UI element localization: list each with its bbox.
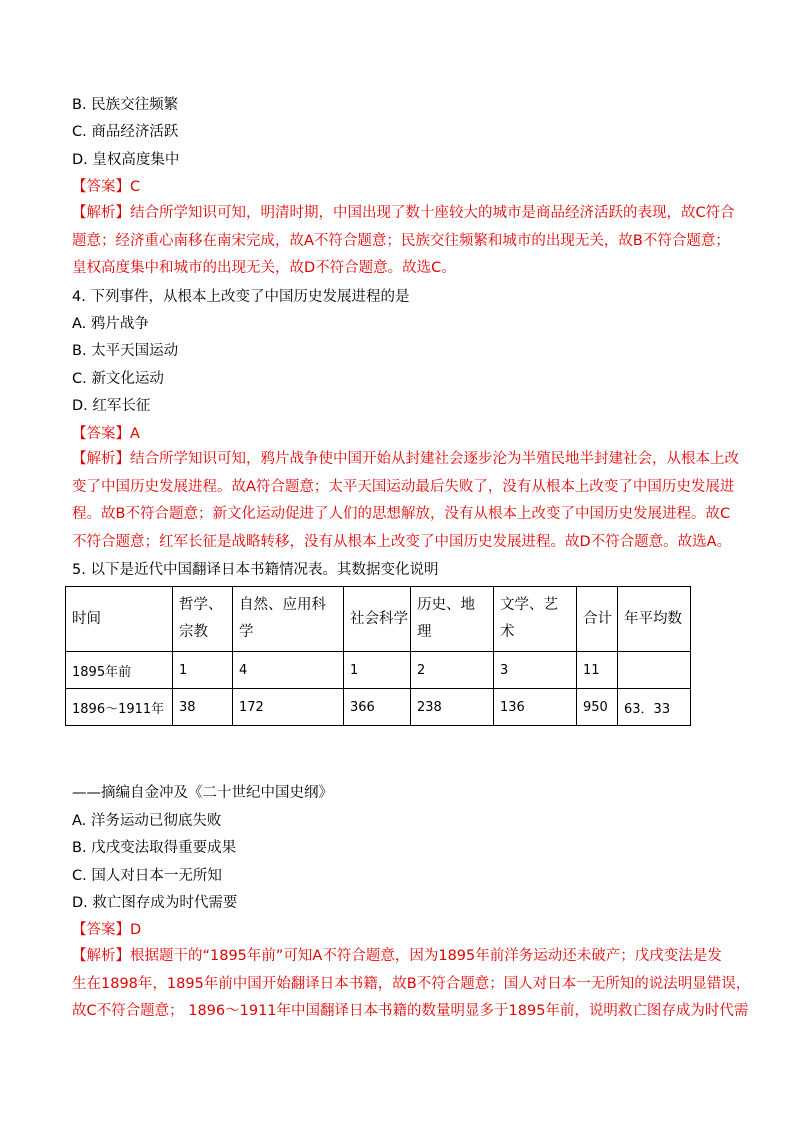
table-header-cell: 年平均数 <box>618 587 691 652</box>
q5-analysis-line-2: 生在1898年，1895年前中国开始翻译日本书籍，故B不符合题意；国人对日本一无所知的说法明显错误， <box>72 975 751 992</box>
q3-analysis <box>72 200 735 283</box>
translation-table <box>65 586 691 726</box>
table-cell: 1 <box>344 652 411 689</box>
q4-answer-label: 【答案】 <box>72 426 130 442</box>
table-header-cell: 哲学、宗教 <box>173 587 233 652</box>
table-cell: 38 <box>173 689 233 726</box>
table-cell: 950 <box>577 689 618 726</box>
q3-analysis-line-1: 【解析】结合所学知识可知，明清时期，中国出现了数十座较大的城市是商品经济活跃的表现，故C符合 <box>72 205 735 221</box>
table-cell: 3 <box>494 652 577 689</box>
table-cell: 366 <box>344 689 411 726</box>
q5-answer-label: 【答案】 <box>72 922 130 938</box>
q5-option-d: D. 救亡图存成为时代需要 <box>72 895 238 911</box>
q3-analysis-line-2: 题意；经济重心南移在南宋完成，故A不符合题意；民族交往频繁和城市的出现无关，故B不符合题意； <box>72 232 730 249</box>
q4-answer <box>72 424 140 444</box>
q4-analysis-line-1: 【解析】结合所学知识可知，鸦片战争使中国开始从封建社会逐步沦为半殖民地半封建社会，从根本上改 <box>72 451 739 467</box>
q3-answer <box>72 177 140 197</box>
q3-answer-value: C <box>130 179 141 195</box>
q3-analysis-line-3: 皇权高度集中和城市的出现无关，故D不符合题意。故选C。 <box>72 260 456 276</box>
q5-analysis-line-1: 【解析】根据题干的“1895年前”可知A不符合题意，因为1895年前洋务运动还未破产；戊戌变法是发 <box>72 948 722 964</box>
table-cell: 4 <box>233 652 344 689</box>
table-header-cell: 合计 <box>577 587 618 652</box>
table-row <box>66 689 691 726</box>
q3-answer-label: 【答案】 <box>72 179 130 195</box>
table-header-row <box>66 587 691 652</box>
table-cell: 136 <box>494 689 577 726</box>
table-cell: 238 <box>411 689 494 726</box>
q4-option-a: A. 鸦片战争 <box>72 316 149 332</box>
q4-question: 4. 下列事件，从根本上改变了中国历史发展进程的是 <box>72 289 410 305</box>
q5-analysis-line-3: 故C不符合题意； 1896～1911年中国翻译日本书籍的数量明显多于1895年前，说明救亡图存成为时代需 <box>72 1003 749 1019</box>
q5-question: 5. 以下是近代中国翻译日本书籍情况表。其数据变化说明 <box>72 562 439 578</box>
table-header-cell: 时间 <box>66 587 173 652</box>
table-cell: 1896～1911年 <box>66 689 173 726</box>
q3-option-c: C. 商品经济活跃 <box>72 124 179 140</box>
q4-answer-value: A <box>130 426 140 442</box>
table-header-cell: 文学、艺术 <box>494 587 577 652</box>
q4-option-d: D. 红军长征 <box>72 398 151 414</box>
q4-analysis-line-3: 程。故B不符合题意；新文化运动促进了人们的思想解放，没有从根本上改变了中国历史发展进程。故C <box>72 506 731 522</box>
q4-option-c: C. 新文化运动 <box>72 371 164 387</box>
table-cell <box>618 652 691 689</box>
q5-option-b: B. 戊戌变法取得重要成果 <box>72 840 237 856</box>
table-cell: 172 <box>233 689 344 726</box>
q5-option-c: C. 国人对日本一无所知 <box>72 868 222 884</box>
q4-analysis <box>72 446 739 556</box>
table-cell: 1895年前 <box>66 652 173 689</box>
table-cell: 1 <box>173 652 233 689</box>
table-header-cell: 自然、应用科学 <box>233 587 344 652</box>
table-cell: 11 <box>577 652 618 689</box>
q3-option-d: D. 皇权高度集中 <box>72 152 180 168</box>
q5-analysis <box>72 943 751 1026</box>
table-cell: 63．33 <box>618 689 691 726</box>
q3-option-b: B. 民族交往频繁 <box>72 97 179 113</box>
q5-option-a: A. 洋务运动已彻底失败 <box>72 813 222 829</box>
q4-analysis-line-2: 变了中国历史发展进程。故A符合题意；太平天国运动最后失败了，没有从根本上改变了中国历史发展进 <box>72 478 735 495</box>
table-cell: 2 <box>411 652 494 689</box>
table-header-cell: 社会科学 <box>344 587 411 652</box>
q5-source-citation: ——摘编自金冲及《二十世纪中国史纲》 <box>72 785 333 801</box>
table-header-cell: 历史、地理 <box>411 587 494 652</box>
q4-option-b: B. 太平天国运动 <box>72 343 179 359</box>
table-row <box>66 652 691 689</box>
q4-analysis-line-4: 不符合题意；红军长征是战略转移，没有从根本上改变了中国历史发展进程。故D不符合题意。故选A。 <box>72 533 732 550</box>
q5-answer <box>72 920 141 940</box>
q5-answer-value: D <box>130 922 142 938</box>
